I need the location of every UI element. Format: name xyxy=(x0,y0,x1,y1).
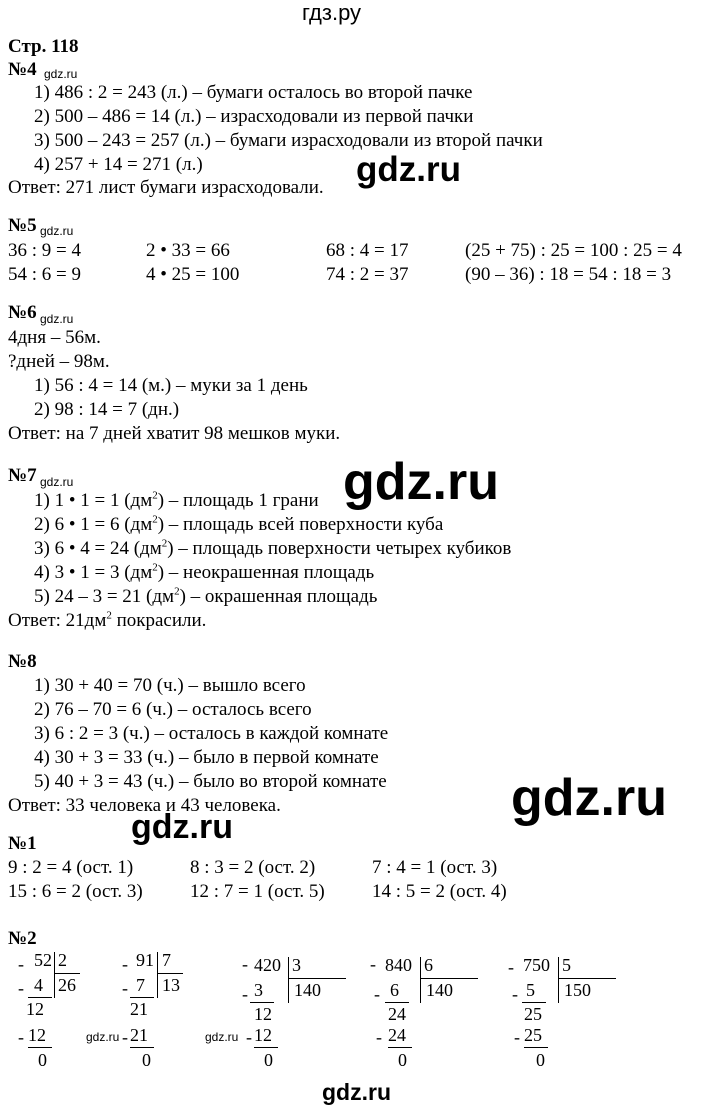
ex4-line-4: 4) 257 + 14 = 271 (л.) xyxy=(34,154,203,175)
ex6-line-2: 2) 98 : 14 = 7 (дн.) xyxy=(34,399,180,420)
watermark-small: gdz.ru xyxy=(205,1030,239,1044)
ex1-r1-c2: 8 : 3 = 2 (ост. 2) xyxy=(190,857,316,878)
ex8-line-5: 5) 40 + 3 = 43 (ч.) – было во второй комнате xyxy=(34,771,387,792)
ex4-number: №4 xyxy=(8,59,37,80)
ex5-r1-c4: (25 + 75) : 25 = 100 : 25 = 4 xyxy=(465,240,682,261)
ex6-number: №6 xyxy=(8,302,37,323)
watermark-big: gdz.ru xyxy=(343,453,499,511)
ex7-line-2: 2) 6 • 1 = 6 $(дм^2)$ – площадь всей поверхности куба xyxy=(34,513,444,535)
ex7-line-4: 4) 3 • 1 = 3 $(дм^2)$ – неокрашенная площадь xyxy=(34,561,375,583)
ex7-line-3: 3) 6 • 4 = 24 $(дм^2)$ – площадь поверхности четырех кубиков xyxy=(34,537,512,559)
ex5-r2-c2: 4 • 25 = 100 xyxy=(146,264,240,285)
ex4-answer: Ответ: 271 лист бумаги израсходовали. xyxy=(8,177,324,198)
ex7-line-1: 1) 1 • 1 = 1 $(дм^2)$ – площадь 1 грани xyxy=(34,489,319,511)
ex5-r1-c2: 2 • 33 = 66 xyxy=(146,240,230,261)
watermark-small: gdz.ru xyxy=(40,224,74,238)
ex5-r1-c3: 68 : 4 = 17 xyxy=(326,240,409,261)
ex7-number: №7 xyxy=(8,465,37,486)
ex1-r2-c1: 15 : 6 = 2 (ост. 3) xyxy=(8,881,143,902)
ex6-answer: Ответ: на 7 дней хватит 98 мешков муки. xyxy=(8,423,341,444)
ex2-number: №2 xyxy=(8,928,37,949)
watermark-big: gdz.ru xyxy=(356,150,461,189)
ex8-line-2: 2) 76 – 70 = 6 (ч.) – осталось всего xyxy=(34,699,312,720)
ex5-r2-c1: 54 : 6 = 9 xyxy=(8,264,81,285)
watermark-big: gdz.ru xyxy=(131,808,233,846)
ex1-r2-c2: 12 : 7 = 1 (ост. 5) xyxy=(190,881,325,902)
ex1-r1-c1: 9 : 2 = 4 (ост. 1) xyxy=(8,857,134,878)
watermark-big: gdz.ru xyxy=(511,769,667,827)
watermark-small: gdz.ru xyxy=(44,67,78,81)
ex7-answer: Ответ: $21дм^2$ покрасили. xyxy=(8,609,207,631)
ex7-line-5: 5) 24 – 3 = 21 $(дм^2)$ – окрашенная площадь xyxy=(34,585,378,607)
ex8-line-3: 3) 6 : 2 = 3 (ч.) – осталось в каждой комнате xyxy=(34,723,389,744)
ex5-r2-c3: 74 : 2 = 37 xyxy=(326,264,409,285)
ex8-line-4: 4) 30 + 3 = 33 (ч.) – было в первой комнате xyxy=(34,747,379,768)
ex5-r2-c4: (90 – 36) : 18 = 54 : 18 = 3 xyxy=(465,264,672,285)
ex8-answer: Ответ: 33 человека и 43 человека. xyxy=(8,795,281,816)
ex8-line-1: 1) 30 + 40 = 70 (ч.) – вышло всего xyxy=(34,675,306,696)
ex4-line-2: 2) 500 – 486 = 14 (л.) – израсходовали из первой пачки xyxy=(34,106,474,127)
watermark-small: gdz.ru xyxy=(86,1030,120,1044)
ex1-r2-c3: 14 : 5 = 2 (ост. 4) xyxy=(372,881,507,902)
ex6-given-2: ?дней – 98м. xyxy=(8,351,110,372)
ex1-number: №1 xyxy=(8,833,37,854)
ex4-line-3: 3) 500 – 243 = 257 (л.) – бумаги израсходовали из второй пачки xyxy=(34,130,543,151)
ex5-number: №5 xyxy=(8,215,37,236)
ex5-r1-c1: 36 : 9 = 4 xyxy=(8,240,81,261)
watermark-small: gdz.ru xyxy=(40,312,74,326)
ex1-r1-c3: 7 : 4 = 1 (ост. 3) xyxy=(372,857,498,878)
watermark-small: gdz.ru xyxy=(40,475,74,489)
site-header: гдз.ру xyxy=(302,0,362,25)
watermark-big: gdz.ru xyxy=(322,1079,391,1105)
ex6-given-1: 4дня – 56м. xyxy=(8,327,101,348)
page-title: Стр. 118 xyxy=(8,36,79,57)
ex4-line-1: 1) 486 : 2 = 243 (л.) – бумаги осталось во второй пачке xyxy=(34,82,473,103)
ex6-line-1: 1) 56 : 4 = 14 (м.) – муки за 1 день xyxy=(34,375,308,396)
ex8-number: №8 xyxy=(8,651,37,672)
